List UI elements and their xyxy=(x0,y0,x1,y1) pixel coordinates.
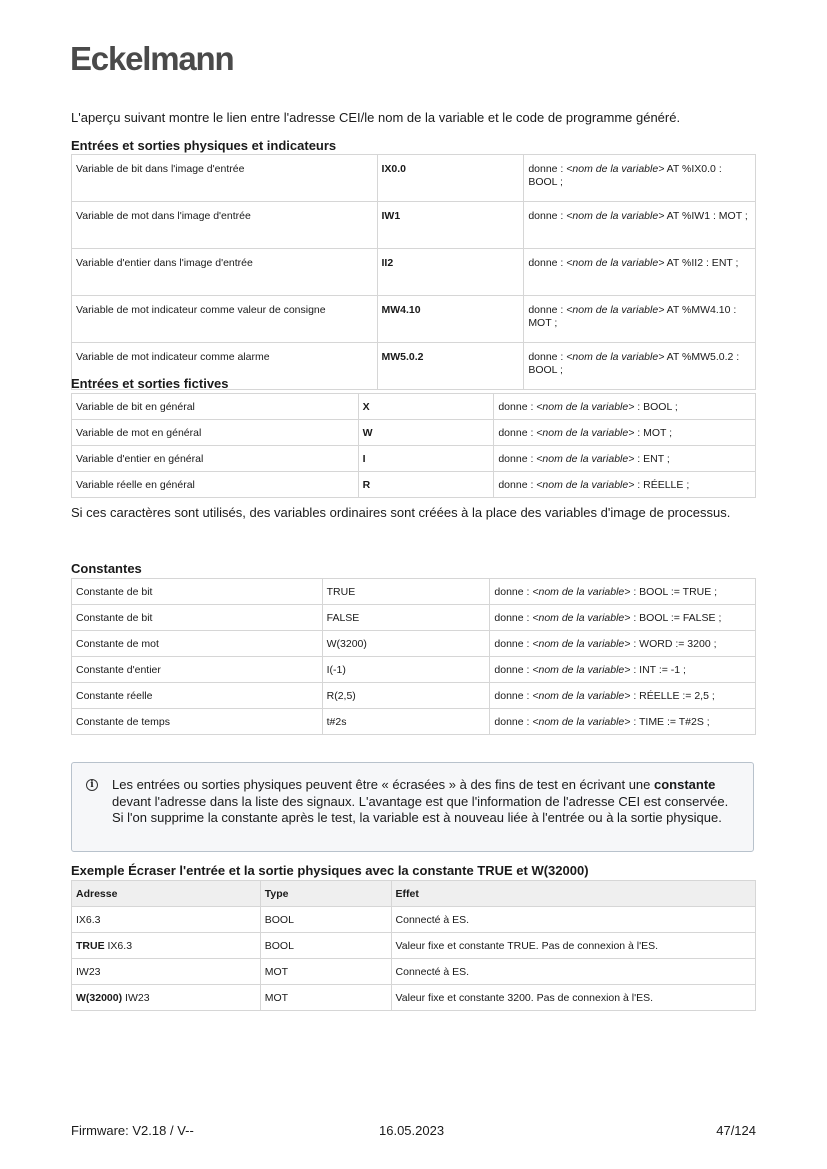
result-cell xyxy=(494,446,756,472)
result-prefix: donne : xyxy=(494,663,533,676)
desc-cell: Variable d'entier dans l'image d'entrée xyxy=(72,249,378,296)
result-cell xyxy=(490,605,756,631)
intro-text: L'aperçu suivant montre le lien entre l'adresse CEI/le nom de la variable et le code de programme généré. xyxy=(71,110,681,125)
table-row xyxy=(72,446,756,472)
address-cell xyxy=(72,933,261,959)
effect-cell: Connecté à ES. xyxy=(391,907,755,933)
result-prefix: donne : xyxy=(494,689,533,702)
variable-name: <nom de la variable> xyxy=(536,400,635,413)
value-cell: t#2s xyxy=(322,709,490,735)
result-cell xyxy=(524,343,756,390)
table-row xyxy=(72,472,756,498)
result-cell xyxy=(490,631,756,657)
type-cell: MOT xyxy=(260,985,391,1011)
variable-name: <nom de la variable> xyxy=(532,663,631,676)
column-header: Adresse xyxy=(72,881,261,907)
address-cell: R xyxy=(358,472,494,498)
variable-name: <nom de la variable> xyxy=(566,163,665,175)
desc-cell: Constante réelle xyxy=(72,683,323,709)
address-value: IX6.3 xyxy=(76,913,101,926)
result-cell xyxy=(490,683,756,709)
constants-table xyxy=(71,578,756,735)
address-prefix: TRUE xyxy=(76,939,105,952)
variable-name: <nom de la variable> xyxy=(536,426,635,439)
desc-cell: Constante de bit xyxy=(72,605,323,631)
result-suffix: AT %II2 : ENT ; xyxy=(664,257,739,269)
table-row xyxy=(72,296,756,343)
table-row xyxy=(72,709,756,735)
address-cell: II2 xyxy=(377,249,524,296)
value-cell: FALSE xyxy=(322,605,490,631)
result-cell xyxy=(490,579,756,605)
result-suffix: : MOT ; xyxy=(634,426,673,439)
result-prefix: donne : xyxy=(498,400,537,413)
type-cell: BOOL xyxy=(260,907,391,933)
address-cell xyxy=(72,985,261,1011)
variable-name: <nom de la variable> xyxy=(566,257,665,269)
result-prefix: donne : xyxy=(494,585,533,598)
desc-cell: Variable de bit en général xyxy=(72,394,359,420)
address-value: IX6.3 xyxy=(104,939,133,952)
variable-name: <nom de la variable> xyxy=(532,715,631,728)
desc-cell: Variable de mot indicateur comme alarme xyxy=(72,343,378,390)
address-cell: X xyxy=(358,394,494,420)
table-header-row xyxy=(72,881,756,907)
table-row xyxy=(72,631,756,657)
variable-name: <nom de la variable> xyxy=(566,351,665,363)
address-cell: MW4.10 xyxy=(377,296,524,343)
table-row xyxy=(72,683,756,709)
result-cell xyxy=(494,394,756,420)
column-header: Effet xyxy=(391,881,755,907)
effect-cell: Connecté à ES. xyxy=(391,959,755,985)
info-text-part2: devant l'adresse dans la liste des signaux. L'avantage est que l'information de l'adresse CEI est conservée. Si l'on supprime la constante après le test, la variable est à nouveau liée à l'entrée ou à la sortie physique. xyxy=(112,793,729,825)
result-cell xyxy=(524,202,756,249)
result-suffix: : INT := -1 ; xyxy=(630,663,686,676)
address-cell xyxy=(72,907,261,933)
address-cell: IW1 xyxy=(377,202,524,249)
desc-cell: Constante d'entier xyxy=(72,657,323,683)
result-cell xyxy=(494,472,756,498)
result-prefix: donne : xyxy=(528,163,567,175)
variable-name: <nom de la variable> xyxy=(536,452,635,465)
variable-name: <nom de la variable> xyxy=(536,478,635,491)
desc-cell: Variable de bit dans l'image d'entrée xyxy=(72,155,378,202)
info-text xyxy=(112,777,742,827)
result-prefix: donne : xyxy=(528,210,567,222)
variable-name: <nom de la variable> xyxy=(532,585,631,598)
info-box xyxy=(71,762,754,852)
desc-cell: Variable de mot indicateur comme valeur de consigne xyxy=(72,296,378,343)
section-title-physical: Entrées et sorties physiques et indicateurs xyxy=(71,138,337,153)
effect-cell: Valeur fixe et constante 3200. Pas de connexion à l'ES. xyxy=(391,985,755,1011)
type-cell: MOT xyxy=(260,959,391,985)
footer-firmware: Firmware: V2.18 / V-- xyxy=(71,1123,194,1138)
result-suffix: : RÉELLE ; xyxy=(634,478,690,491)
variable-name: <nom de la variable> xyxy=(532,689,631,702)
result-suffix: : BOOL := TRUE ; xyxy=(630,585,718,598)
table-row xyxy=(72,907,756,933)
column-header: Type xyxy=(260,881,391,907)
result-prefix: donne : xyxy=(494,715,533,728)
table-row xyxy=(72,657,756,683)
table-row xyxy=(72,933,756,959)
example-table xyxy=(71,880,756,1011)
table-row xyxy=(72,202,756,249)
desc-cell: Constante de temps xyxy=(72,709,323,735)
result-cell xyxy=(524,155,756,202)
result-suffix: : ENT ; xyxy=(634,452,670,465)
result-cell xyxy=(490,709,756,735)
value-cell: TRUE xyxy=(322,579,490,605)
desc-cell: Variable de mot en général xyxy=(72,420,359,446)
variable-name: <nom de la variable> xyxy=(532,611,631,624)
fictive-note: Si ces caractères sont utilisés, des variables ordinaires sont créées à la place des variables d'image de processus. xyxy=(71,505,731,520)
result-suffix: : TIME := T#2S ; xyxy=(630,715,710,728)
result-suffix: AT %MW5.0.2 : BOOL ; xyxy=(528,351,740,376)
address-cell: MW5.0.2 xyxy=(377,343,524,390)
value-cell: R(2,5) xyxy=(322,683,490,709)
result-cell xyxy=(494,420,756,446)
footer-date: 16.05.2023 xyxy=(379,1123,445,1138)
table-row xyxy=(72,420,756,446)
type-cell: BOOL xyxy=(260,933,391,959)
info-text-bold: constante xyxy=(654,777,716,792)
result-prefix: donne : xyxy=(528,351,567,363)
result-prefix: donne : xyxy=(498,478,537,491)
result-suffix: AT %IW1 : MOT ; xyxy=(664,210,748,222)
eckelmann-logo: Eckelmann xyxy=(70,40,234,77)
value-cell: I(-1) xyxy=(322,657,490,683)
desc-cell: Variable d'entier en général xyxy=(72,446,359,472)
result-prefix: donne : xyxy=(528,257,567,269)
result-prefix: donne : xyxy=(528,304,567,316)
value-cell: W(3200) xyxy=(322,631,490,657)
address-value: IW23 xyxy=(122,991,150,1004)
table-row xyxy=(72,155,756,202)
result-prefix: donne : xyxy=(498,426,537,439)
result-suffix: AT %IX0.0 : BOOL ; xyxy=(528,163,722,188)
address-cell xyxy=(72,959,261,985)
info-text-part1: Les entrées ou sorties physiques peuvent être « écrasées » à des fins de test en écrivant une xyxy=(112,777,654,792)
info-icon: i xyxy=(86,779,98,791)
variable-name: <nom de la variable> xyxy=(566,210,665,222)
effect-cell: Valeur fixe et constante TRUE. Pas de connexion à l'ES. xyxy=(391,933,755,959)
table-row xyxy=(72,985,756,1011)
desc-cell: Constante de mot xyxy=(72,631,323,657)
result-suffix: AT %MW4.10 : MOT ; xyxy=(528,304,737,329)
result-prefix: donne : xyxy=(494,637,533,650)
physical-io-table xyxy=(71,154,756,390)
result-cell xyxy=(524,249,756,296)
result-suffix: : BOOL ; xyxy=(634,400,678,413)
address-cell: W xyxy=(358,420,494,446)
result-suffix: : RÉELLE := 2,5 ; xyxy=(630,689,715,702)
table-row xyxy=(72,605,756,631)
address-value: IW23 xyxy=(76,965,101,978)
variable-name: <nom de la variable> xyxy=(532,637,631,650)
result-cell xyxy=(524,296,756,343)
result-cell xyxy=(490,657,756,683)
desc-cell: Constante de bit xyxy=(72,579,323,605)
desc-cell: Variable de mot dans l'image d'entrée xyxy=(72,202,378,249)
section-title-example: Exemple Écraser l'entrée et la sortie physiques avec la constante TRUE et W(32000) xyxy=(71,863,589,878)
desc-cell: Variable réelle en général xyxy=(72,472,359,498)
address-cell: IX0.0 xyxy=(377,155,524,202)
table-row xyxy=(72,959,756,985)
footer-page-number: 47/124 xyxy=(716,1123,756,1138)
section-title-constants: Constantes xyxy=(71,561,142,576)
result-prefix: donne : xyxy=(494,611,533,624)
address-prefix: W(32000) xyxy=(76,991,123,1004)
table-row xyxy=(72,579,756,605)
result-suffix: : BOOL := FALSE ; xyxy=(630,611,722,624)
result-prefix: donne : xyxy=(498,452,537,465)
address-cell: I xyxy=(358,446,494,472)
variable-name: <nom de la variable> xyxy=(566,304,665,316)
result-suffix: : WORD := 3200 ; xyxy=(630,637,717,650)
table-row xyxy=(72,394,756,420)
table-row xyxy=(72,249,756,296)
section-title-fictive: Entrées et sorties fictives xyxy=(71,376,229,391)
fictive-io-table xyxy=(71,393,756,498)
